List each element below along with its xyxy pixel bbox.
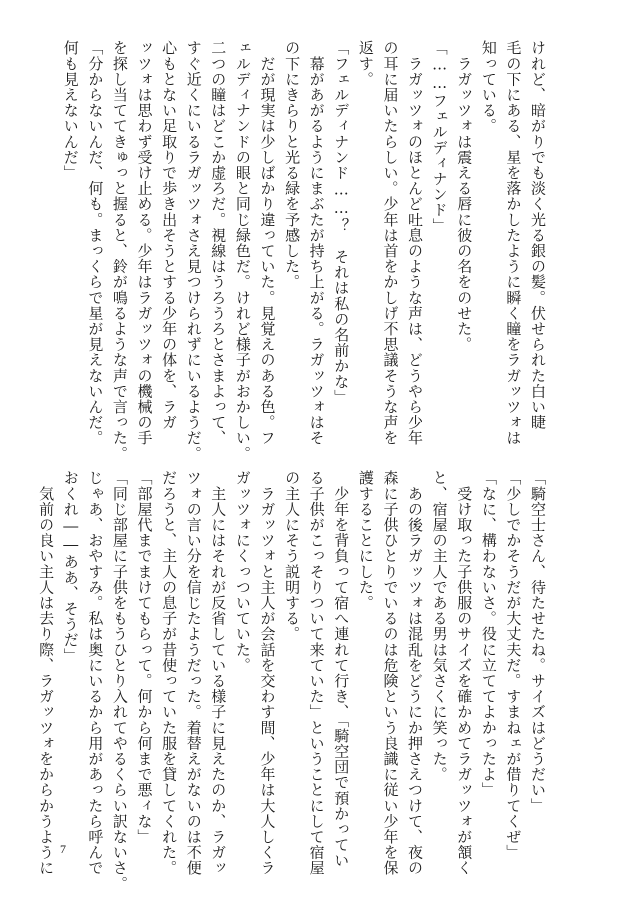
- text-column: 「騎空士さん、待たせたね。サイズはどうだい」: [529, 470, 547, 814]
- text-column: じゃあ、おやすみ。私は奥にいるから用があったら呼んで: [86, 470, 105, 876]
- text-column: 「同じ部屋に子供をもうひとり入れてやるくらい訳ないさ。: [110, 470, 129, 892]
- text-column: を探し当ててきゅっと握ると、鈴が鳴るような声で言った。: [110, 40, 129, 462]
- upper-text-block: [58, 40, 550, 462]
- text-column: と、宿屋の主人である男は気さくに笑った。: [430, 470, 449, 782]
- text-column: ッツォは思わず受け止める。少年はラガッツォの機械の手: [135, 40, 154, 446]
- text-column: けれど、暗がりでも淡く光る銀の髪。伏せられた白い睫: [529, 40, 547, 430]
- text-column: 「部屋代までまけてもらって。何から何まで悪ィな」: [135, 470, 154, 845]
- text-column: ラガッツォは震える唇に彼の名をのせた。: [455, 40, 474, 352]
- text-column: だが現実は少しばかり違っていた。見覚えのある色。フ: [258, 40, 277, 446]
- text-column: 毛の下にある、星を落かしたように瞬く瞳をラガッツォは: [504, 40, 523, 446]
- text-column: だろうと、主人の息子が昔使っていた服を貸してくれた。: [160, 470, 179, 876]
- text-column: 受け取った子供服のサイズを確かめてラガッツォが頷く: [455, 470, 474, 876]
- text-column: 「少しでかそうだが大丈夫だ。すまねェが借りてくぜ」: [504, 470, 523, 860]
- text-column: 少年を背負って宿へ連れて行き、「騎空団で預かってい: [332, 470, 351, 869]
- page-number: 7: [60, 842, 66, 856]
- text-column: ガッツォにくっついていた。: [233, 470, 252, 673]
- text-column: 気前の良い主人は去り際、ラガッツォをからかうように: [37, 470, 56, 876]
- text-column: 「フェルディナンド……？ それは私の名前かな」: [332, 40, 351, 405]
- text-column: の下にきらりと光る緑を予感した。: [283, 40, 302, 290]
- text-column: 「なに、構わないさ。役に立ててよかったよ」: [479, 470, 498, 798]
- text-column: の耳に届いたらしい。少年は首をかしげ不思議そうな声を: [381, 40, 400, 446]
- text-column: ラガッツォと主人が会話を交わす間、少年は大人しくラ: [258, 470, 277, 876]
- text-column: の主人にそう説明する。: [283, 470, 302, 642]
- text-column: ェルディナンドの眼と同じ緑色だ。けれど様子がおかしい。: [233, 40, 252, 462]
- text-column: ラガッツォのほとんど吐息のような声は、どうやら少年: [406, 40, 425, 446]
- text-column: 幕があがるようにまぶたが持ち上がる。ラガッツォはそ: [307, 40, 326, 446]
- text-column: 何も見えないんだ」: [61, 40, 80, 181]
- lower-text-block: [37, 470, 550, 892]
- text-column: 「分からないんだ、何も。まっくらで星が見えないんだ。: [86, 40, 105, 446]
- text-column: おくれ――ああ、そうだ」: [61, 470, 80, 664]
- text-column: 二つの瞳はどこか虚ろだ。視線はうろうろとさまよって、: [209, 40, 228, 446]
- text-column: ツォの言い分を信じたようだった。着替えがないのは不便: [184, 470, 203, 876]
- text-column: 心もとない足取りで歩き出そうとする少年の体を、ラガ: [160, 40, 179, 430]
- text-column: 主人にはそれが反省している様子に見えたのか、ラガッ: [209, 470, 228, 876]
- text-column: 返す。: [356, 40, 375, 87]
- text-column: 護することにした。: [356, 470, 375, 611]
- text-column: 「……フェルディナンド」: [430, 40, 449, 234]
- text-column: 森に子供ひとりでいるのは危険という良識に従い少年を保: [381, 470, 400, 876]
- text-column: 知っている。: [479, 40, 498, 134]
- text-column: あの後ラガッツォは混乱をどうにか押さえつけて、夜の: [406, 470, 425, 876]
- text-column: る子供がこっそりついて来ていた」ということにして宿屋: [307, 470, 326, 876]
- text-column: すぐ近くにいるラガッツォさえ見つけられずにいるようだ。: [184, 40, 203, 462]
